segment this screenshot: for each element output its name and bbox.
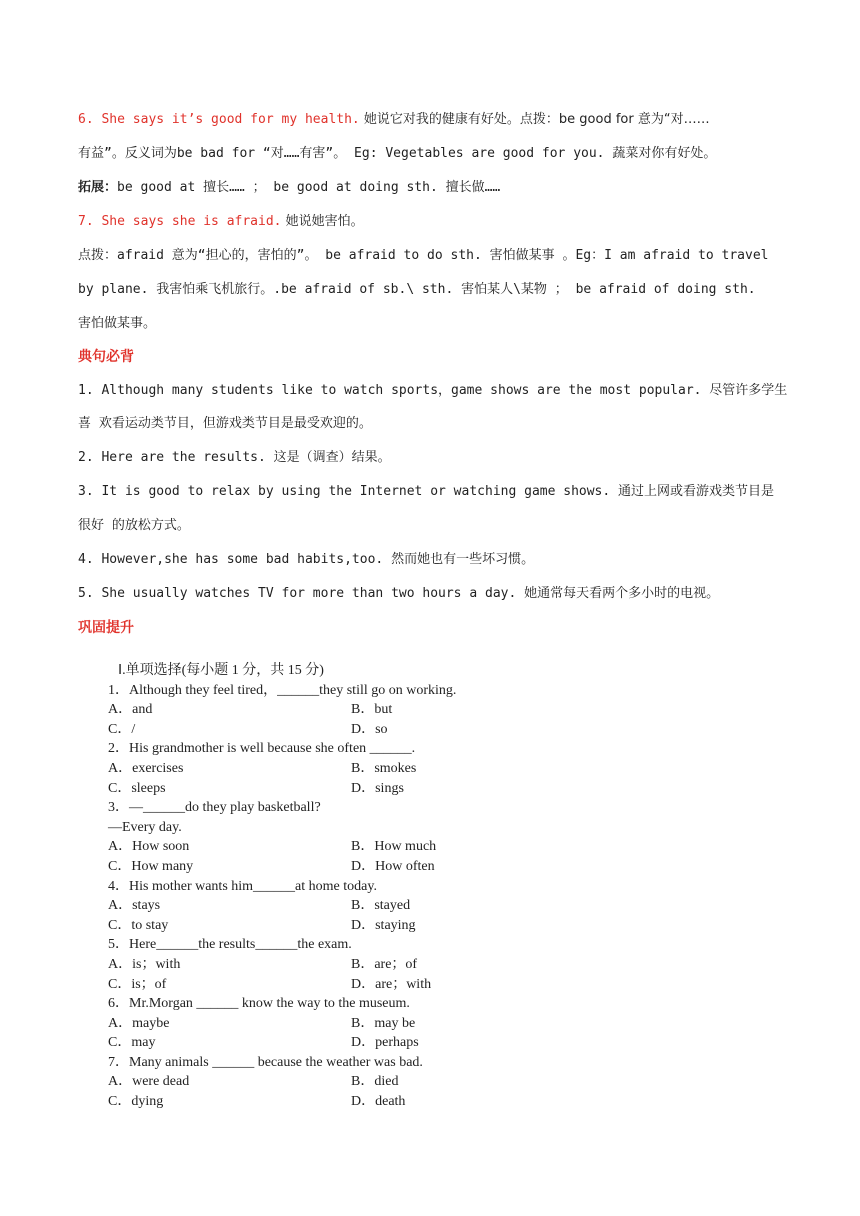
question-4 [108,877,668,936]
question-5 [108,935,668,994]
option-a[interactable]: A．were dead [108,1074,190,1090]
question-stem: 5．Here______the results______the exam. [108,937,352,953]
question-stem-answer: —Every day. [108,819,182,835]
quiz-instruction: Ⅰ.单项选择(每小题 1 分，共 15 分) [118,663,324,678]
note-7-line-1 [78,212,786,232]
sentence-3-line-1: 3. It is good to relax by using the Internet or watching game shows. 通过上网或看游戏类节目是 [78,484,775,499]
option-d[interactable]: D．perhaps [351,1035,419,1051]
question-2 [108,739,668,798]
sentence-1-line-2: 喜 欢看运动类节目，但游戏类节目是最受欢迎的。 [78,416,372,431]
question-6 [108,994,668,1053]
option-c[interactable]: C．sleeps [108,780,166,796]
option-b[interactable]: B．smokes [351,760,417,776]
option-b[interactable]: B．but [351,702,393,718]
note-7-line-4: 害怕做某事。 [78,316,157,331]
option-c[interactable]: C．is；of [108,976,167,992]
question-stem: 2．His grandmother is well because she often ______. [108,741,416,757]
sentence-4: 4. However,she has some bad habits,too. 然而她也有一些坏习惯。 [78,552,535,567]
quiz-block [108,661,668,1112]
option-c[interactable]: C．dying [108,1094,164,1110]
option-c[interactable]: C．/ [108,721,136,737]
question-7 [108,1053,668,1112]
note-6-line-1 [78,110,786,130]
question-stem: 4．His mother wants him______at home today. [108,878,377,894]
option-a[interactable]: A．maybe [108,1015,170,1031]
sentence-5: 5. She usually watches TV for more than two hours a day. 她通常每天看两个多小时的电视。 [78,586,720,601]
note-6-line-2: 有益”。反义词为be bad for “对……有害”。 Eg: Vegetables are good for you. 蔬菜对你有好处。 [78,146,717,161]
option-b[interactable]: B．are；of [351,956,418,972]
option-d[interactable]: D．death [351,1094,406,1110]
question-stem: 6．Mr.Morgan ______ know the way to the museum. [108,996,410,1012]
option-d[interactable]: D．How often [351,858,435,874]
question-stem: 3．—______do they play basketball? [108,800,321,816]
extension-label: 拓展： [78,180,118,195]
option-d[interactable]: D．so [351,721,388,737]
question-1 [108,681,668,740]
extension-text: be good at 擅长…… ； be good at doing sth. 擅长做…… [117,180,501,195]
note-7-chinese: 她说她害怕。 [281,214,364,229]
note-7-line-2: 点拨：afraid 意为“担心的，害怕的”。 be afraid to do sth. 害怕做某事 。Eg：I am afraid to travel [78,248,769,263]
option-a[interactable]: A．How soon [108,839,190,855]
note-7-line-3: by plane. 我害怕乘飞机旅行。.be afraid of sb.\ sth. 害怕某人\某物 ； be afraid of doing sth. [78,282,756,297]
option-b[interactable]: B．may be [351,1015,416,1031]
sentence-2: 2. Here are the results. 这是（调查）结果。 [78,450,391,465]
option-d[interactable]: D．sings [351,780,404,796]
option-a[interactable]: A．and [108,702,153,718]
note-6-extension [78,178,786,198]
sentence-1-line-1: 1. Although many students like to watch sports，game shows are the most popular. 尽管许多学生 [78,383,788,398]
option-d[interactable]: D．are；with [351,976,432,992]
option-b[interactable]: B．stayed [351,898,411,914]
option-d[interactable]: D．staying [351,917,416,933]
section-title-practice: 巩固提升 [78,620,134,636]
option-a[interactable]: A．stays [108,898,161,914]
note-6-chinese: 她说它对我的健康有好处。点拨：be good for 意为“对…… [359,112,710,127]
option-c[interactable]: C．to stay [108,917,169,933]
note-6-english: 6. She says it’s good for my health. [78,112,360,127]
option-a[interactable]: A．is；with [108,956,181,972]
section-title-sentences: 典句必背 [78,349,134,365]
option-a[interactable]: A．exercises [108,760,184,776]
question-stem: 1．Although they feel tired，______they still go on working. [108,682,457,698]
question-stem: 7．Many animals ______ because the weather was bad. [108,1054,423,1070]
option-c[interactable]: C．How many [108,858,194,874]
note-7-english: 7. She says she is afraid. [78,214,282,229]
question-3 [108,798,668,876]
option-b[interactable]: B．How much [351,839,437,855]
option-b[interactable]: B．died [351,1074,399,1090]
option-c[interactable]: C．may [108,1035,156,1051]
sentence-3-line-2: 很好 的放松方式。 [78,518,190,533]
